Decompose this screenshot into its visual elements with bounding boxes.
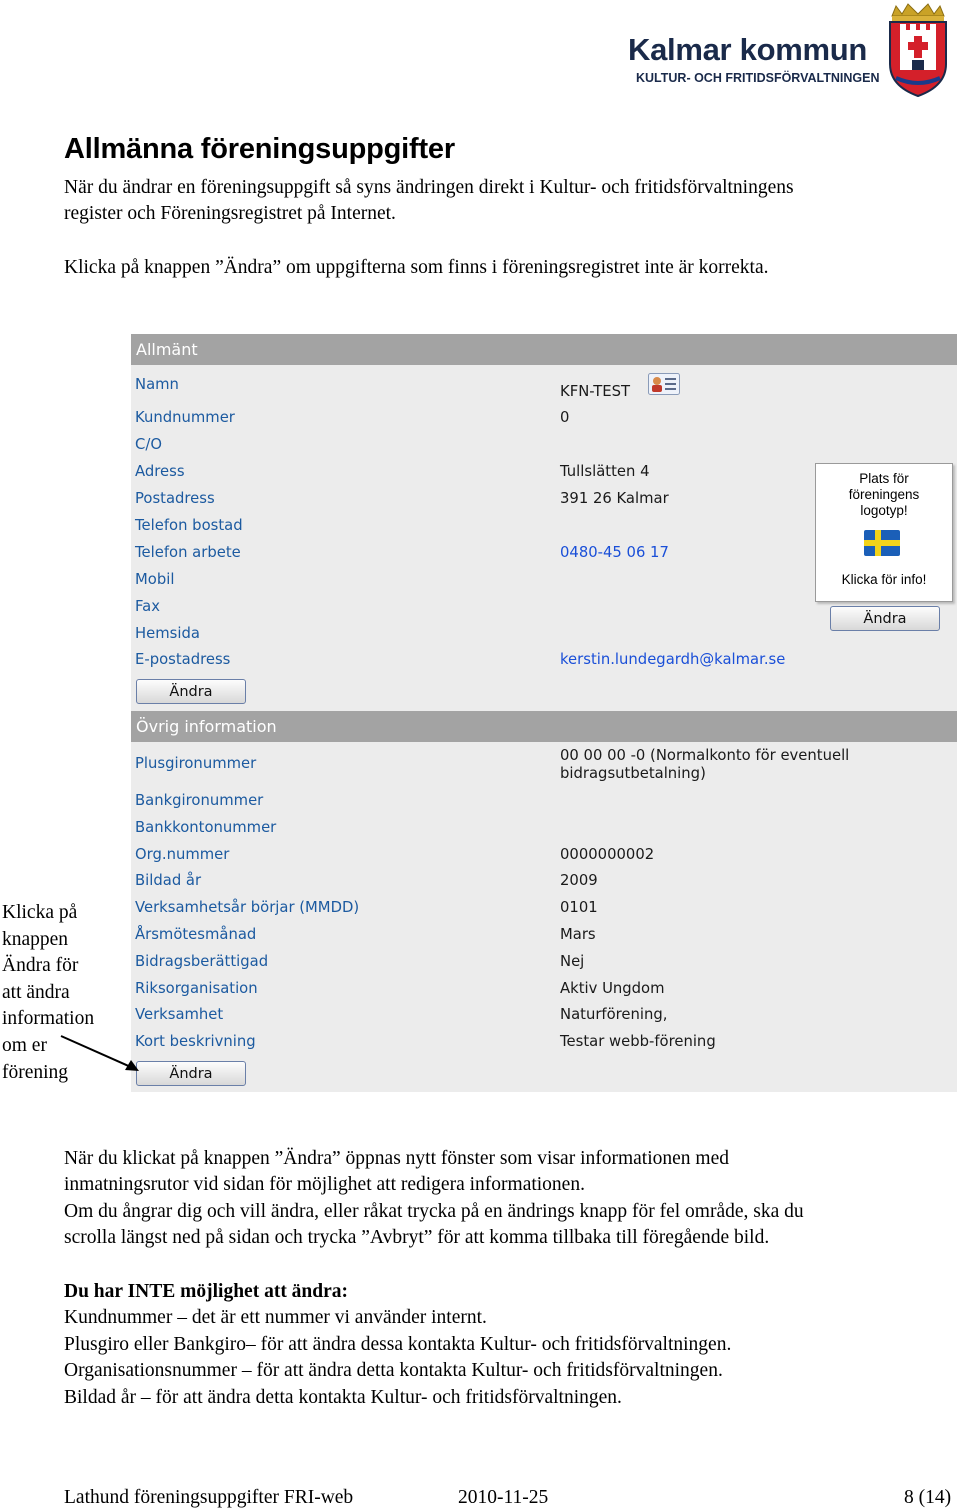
swedish-flag-icon — [864, 530, 900, 556]
value-namn: KFN-TEST — [560, 383, 631, 400]
logo-info-link[interactable]: Klicka för info! — [841, 572, 927, 587]
label-postadress: Postadress — [135, 490, 215, 507]
label-kort-beskrivning: Kort beskrivning — [135, 1033, 256, 1050]
restriction-item: Kundnummer – det är ett nummer vi använder internt. — [64, 1307, 487, 1328]
body-line-2: inmatningsrutor vid sidan för möjlighet att redigera informationen. — [64, 1174, 585, 1195]
logo-box-line-1: Plats för — [859, 471, 909, 486]
intro-line-3: Klicka på knappen ”Ändra” om uppgifterna som finns i föreningsregistret inte är korrekta. — [64, 257, 769, 278]
body-line-3: Om du ångrar dig och vill ändra, eller råkat trycka på en ändrings knapp för fel område, ska du — [64, 1201, 804, 1222]
label-co: C/O — [135, 436, 162, 453]
label-namn: Namn — [135, 376, 179, 393]
label-kundnummer: Kundnummer — [135, 409, 235, 426]
value-plusgironummer: 00 00 00 -0 (Normalkonto för eventuell — [560, 747, 850, 764]
value-bidragsberattigad: Nej — [560, 953, 585, 970]
side-note-line: information — [2, 1008, 95, 1030]
label-bildad-ar: Bildad år — [135, 872, 202, 889]
section-header-ovrig: Övrig information — [131, 711, 957, 742]
label-mobil: Mobil — [135, 571, 175, 588]
value-epostadress[interactable]: kerstin.lundegardh@kalmar.se — [560, 651, 786, 668]
page-title: Allmänna föreningsuppgifter — [64, 133, 455, 165]
intro-line-2: register och Föreningsregistret på Internet. — [64, 203, 396, 224]
value-riksorganisation: Aktiv Ungdom — [560, 980, 665, 997]
label-telefon-bostad: Telefon bostad — [135, 517, 243, 534]
section-header-allmant: Allmänt — [131, 334, 957, 365]
label-bidragsberattigad: Bidragsberättigad — [135, 953, 269, 970]
edit-logo-button[interactable]: Ändra — [830, 606, 940, 631]
label-verksamhet: Verksamhet — [135, 1006, 224, 1023]
label-riksorganisation: Riksorganisation — [135, 980, 258, 997]
label-arsmotesmanad: Årsmötesmånad — [135, 926, 257, 943]
value-arsmotesmanad: Mars — [560, 926, 596, 943]
value-postadress: 391 26 Kalmar — [560, 490, 669, 507]
label-plusgironummer: Plusgironummer — [135, 755, 257, 772]
footer-doc-title: Lathund föreningsuppgifter FRI-web — [64, 1487, 354, 1508]
contact-card-icon[interactable] — [648, 373, 680, 395]
side-note-line: att ändra — [2, 981, 70, 1003]
label-fax: Fax — [135, 598, 160, 615]
value-adress: Tullslätten 4 — [560, 463, 650, 480]
value-kundnummer: 0 — [560, 409, 570, 426]
footer-date: 2010-11-25 — [458, 1487, 549, 1508]
restriction-item: Bildad år – för att ändra detta kontakta Kultur- och fritidsförvaltningen. — [64, 1387, 622, 1408]
value-verksamhetsar: 0101 — [560, 899, 598, 916]
value-plusgironummer-note: bidragsutbetalning) — [560, 765, 706, 782]
pointer-arrow-icon — [55, 1030, 145, 1075]
body-line-4: scrolla längst ned på sidan och trycka ”Avbryt” för att komma tillbaka till föregående bild. — [64, 1227, 770, 1248]
side-note-line: Ändra för — [2, 955, 79, 977]
label-telefon-arbete: Telefon arbete — [135, 544, 241, 561]
side-note-line: om er — [2, 1034, 47, 1056]
kalmar-crest-icon — [886, 2, 950, 98]
value-verksamhet: Naturförening, — [560, 1006, 668, 1023]
side-note-line: Klicka på — [2, 902, 78, 923]
edit-ovrig-button[interactable]: Ändra — [136, 1061, 246, 1086]
side-note-line: knappen — [2, 928, 69, 950]
label-hemsida: Hemsida — [135, 625, 200, 642]
logo-box-line-2: föreningens — [848, 487, 920, 502]
restriction-heading: Du har INTE möjlighet att ändra: — [64, 1281, 349, 1302]
intro-line-1: När du ändrar en föreningsuppgift så syns ändringen direkt i Kultur- och fritidsförvaltningens — [64, 177, 794, 198]
value-kort-beskrivning: Testar webb-förening — [560, 1033, 716, 1050]
body-line-1: När du klickat på knappen ”Ändra” öppnas nytt fönster som visar informationen med — [64, 1148, 729, 1169]
org-subtitle: KULTUR- OCH FRITIDSFÖRVALTNINGEN — [636, 71, 880, 85]
label-bankgironummer: Bankgironummer — [135, 792, 264, 809]
form-screenshot — [131, 334, 957, 1092]
footer-page-number: 8 (14) — [904, 1487, 952, 1508]
value-telefon-arbete[interactable]: 0480-45 06 17 — [560, 544, 669, 561]
restriction-item: Organisationsnummer – för att ändra detta kontakta Kultur- och fritidsförvaltningen. — [64, 1360, 723, 1381]
label-bankkontonummer: Bankkontonummer — [135, 819, 277, 836]
label-adress: Adress — [135, 463, 185, 480]
org-name: Kalmar kommun — [628, 32, 867, 67]
edit-allmant-button[interactable]: Ändra — [136, 679, 246, 704]
label-orgnummer: Org.nummer — [135, 846, 230, 863]
logo-placeholder[interactable] — [815, 463, 953, 602]
value-bildad-ar: 2009 — [560, 872, 598, 889]
label-verksamhetsar: Verksamhetsår börjar (MMDD) — [135, 899, 360, 916]
label-epostadress: E-postadress — [135, 651, 231, 668]
restriction-item: Plusgiro eller Bankgiro– för att ändra dessa kontakta Kultur- och fritidsförvaltningen. — [64, 1334, 732, 1355]
logo-box-line-3: logotyp! — [860, 503, 908, 518]
side-note-line: förening — [2, 1061, 69, 1083]
value-orgnummer: 0000000002 — [560, 846, 655, 863]
